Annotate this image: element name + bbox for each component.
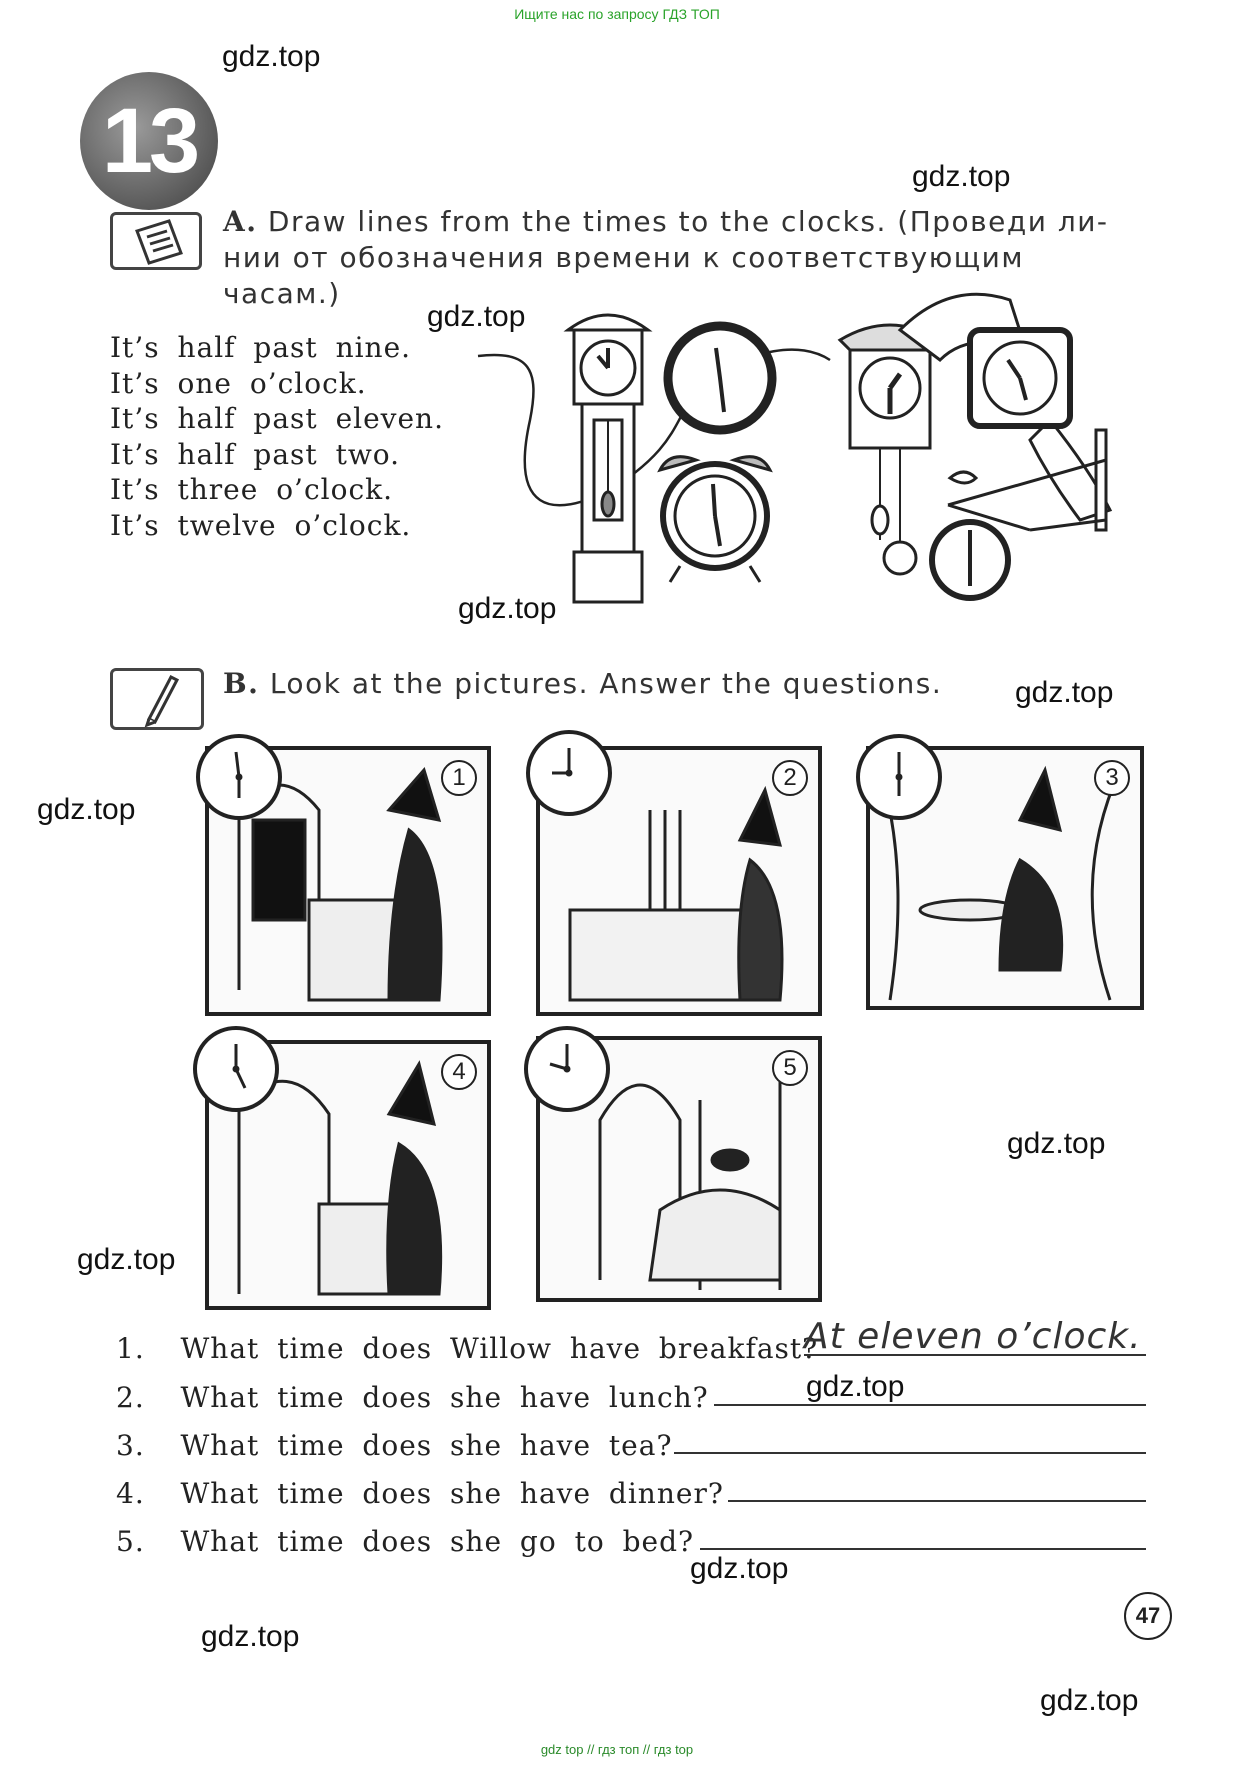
time-item[interactable]: It’s one o’clock.	[110, 366, 367, 400]
watermark: gdz.top	[37, 793, 136, 826]
task-a-letter: A.	[223, 205, 258, 238]
panel-number: 1	[441, 760, 477, 796]
answer-field-4[interactable]	[728, 1500, 1146, 1502]
watermark: gdz.top	[1007, 1127, 1106, 1160]
clocks-illustration	[470, 290, 1150, 650]
task-b-text: Look at the pictures. Answer the questions.	[269, 667, 943, 700]
watermark: gdz.top	[806, 1370, 905, 1403]
time-item[interactable]: It’s twelve o’clock.	[110, 508, 412, 542]
watermark: gdz.top	[458, 592, 557, 625]
task-b-instruction	[223, 666, 1023, 702]
alarm-clock-icon	[660, 457, 770, 582]
connecting-line	[478, 350, 830, 506]
watermark: gdz.top	[912, 160, 1011, 193]
answer-field-1[interactable]: At eleven o’clock.	[804, 1316, 1142, 1357]
grandfather-clock-icon	[568, 315, 648, 602]
page-number: 47	[1124, 1592, 1172, 1640]
watermark: gdz.top	[77, 1243, 176, 1276]
question-text: What time does she have lunch?	[180, 1381, 709, 1414]
answer-field-3[interactable]	[674, 1452, 1146, 1454]
round-clock-icon	[668, 326, 772, 430]
question-1	[116, 1332, 818, 1365]
clock-icon	[524, 1026, 610, 1112]
notebook-icon	[110, 212, 202, 270]
time-item[interactable]: It’s half past two.	[110, 437, 401, 471]
watermark: gdz.top	[1040, 1684, 1139, 1717]
time-item[interactable]: It’s half past eleven.	[110, 402, 444, 435]
watermark: gdz.top	[690, 1552, 789, 1585]
question-text: What time does Willow have breakfast?	[180, 1332, 819, 1365]
watermark: gdz.top	[222, 40, 321, 73]
answer-field-2[interactable]	[714, 1404, 1146, 1406]
question-text: What time does she have tea?	[180, 1429, 673, 1462]
question-text: What time does she go to bed?	[180, 1525, 695, 1558]
watermark: gdz.top	[201, 1620, 300, 1653]
task-b-letter: B.	[223, 667, 260, 700]
question-4	[116, 1477, 724, 1510]
time-item[interactable]: It’s three o’clock.	[110, 473, 393, 506]
clock-icon	[196, 734, 282, 820]
watermark: gdz.top	[1015, 676, 1114, 709]
time-item[interactable]: It’s half past nine.	[110, 331, 412, 364]
question-number: 4.	[116, 1477, 145, 1510]
clock-icon	[526, 730, 612, 816]
task-a-line1: Draw lines from the times to the clocks. (Проведи ли-	[267, 205, 1109, 238]
bottom-banner[interactable]: gdz top // гдз топ // гдз top	[540, 1742, 694, 1757]
clock-icon	[856, 734, 942, 820]
panel-number: 3	[1094, 760, 1130, 796]
question-2	[116, 1381, 709, 1414]
question-text: What time does she have dinner?	[180, 1477, 724, 1510]
watermark: gdz.top	[427, 300, 526, 333]
panel-number: 5	[772, 1050, 808, 1086]
lesson-number-badge: 13	[80, 72, 218, 210]
answer-field-5[interactable]	[700, 1548, 1146, 1550]
pencil-icon	[110, 668, 204, 730]
clock-icon	[193, 1026, 279, 1112]
question-number: 2.	[116, 1381, 145, 1414]
times-list	[110, 330, 444, 543]
task-a-line2: нии от обозначения времени к соответствующим часам.)	[223, 241, 1024, 310]
top-banner[interactable]: Ищите нас по запросу ГДЗ ТОП	[514, 6, 720, 22]
question-5	[116, 1525, 694, 1558]
question-number: 3.	[116, 1429, 145, 1462]
question-number: 5.	[116, 1525, 145, 1558]
question-number: 1.	[116, 1332, 145, 1365]
panel-number: 2	[772, 760, 808, 796]
question-3	[116, 1429, 672, 1462]
panel-number: 4	[441, 1054, 477, 1090]
